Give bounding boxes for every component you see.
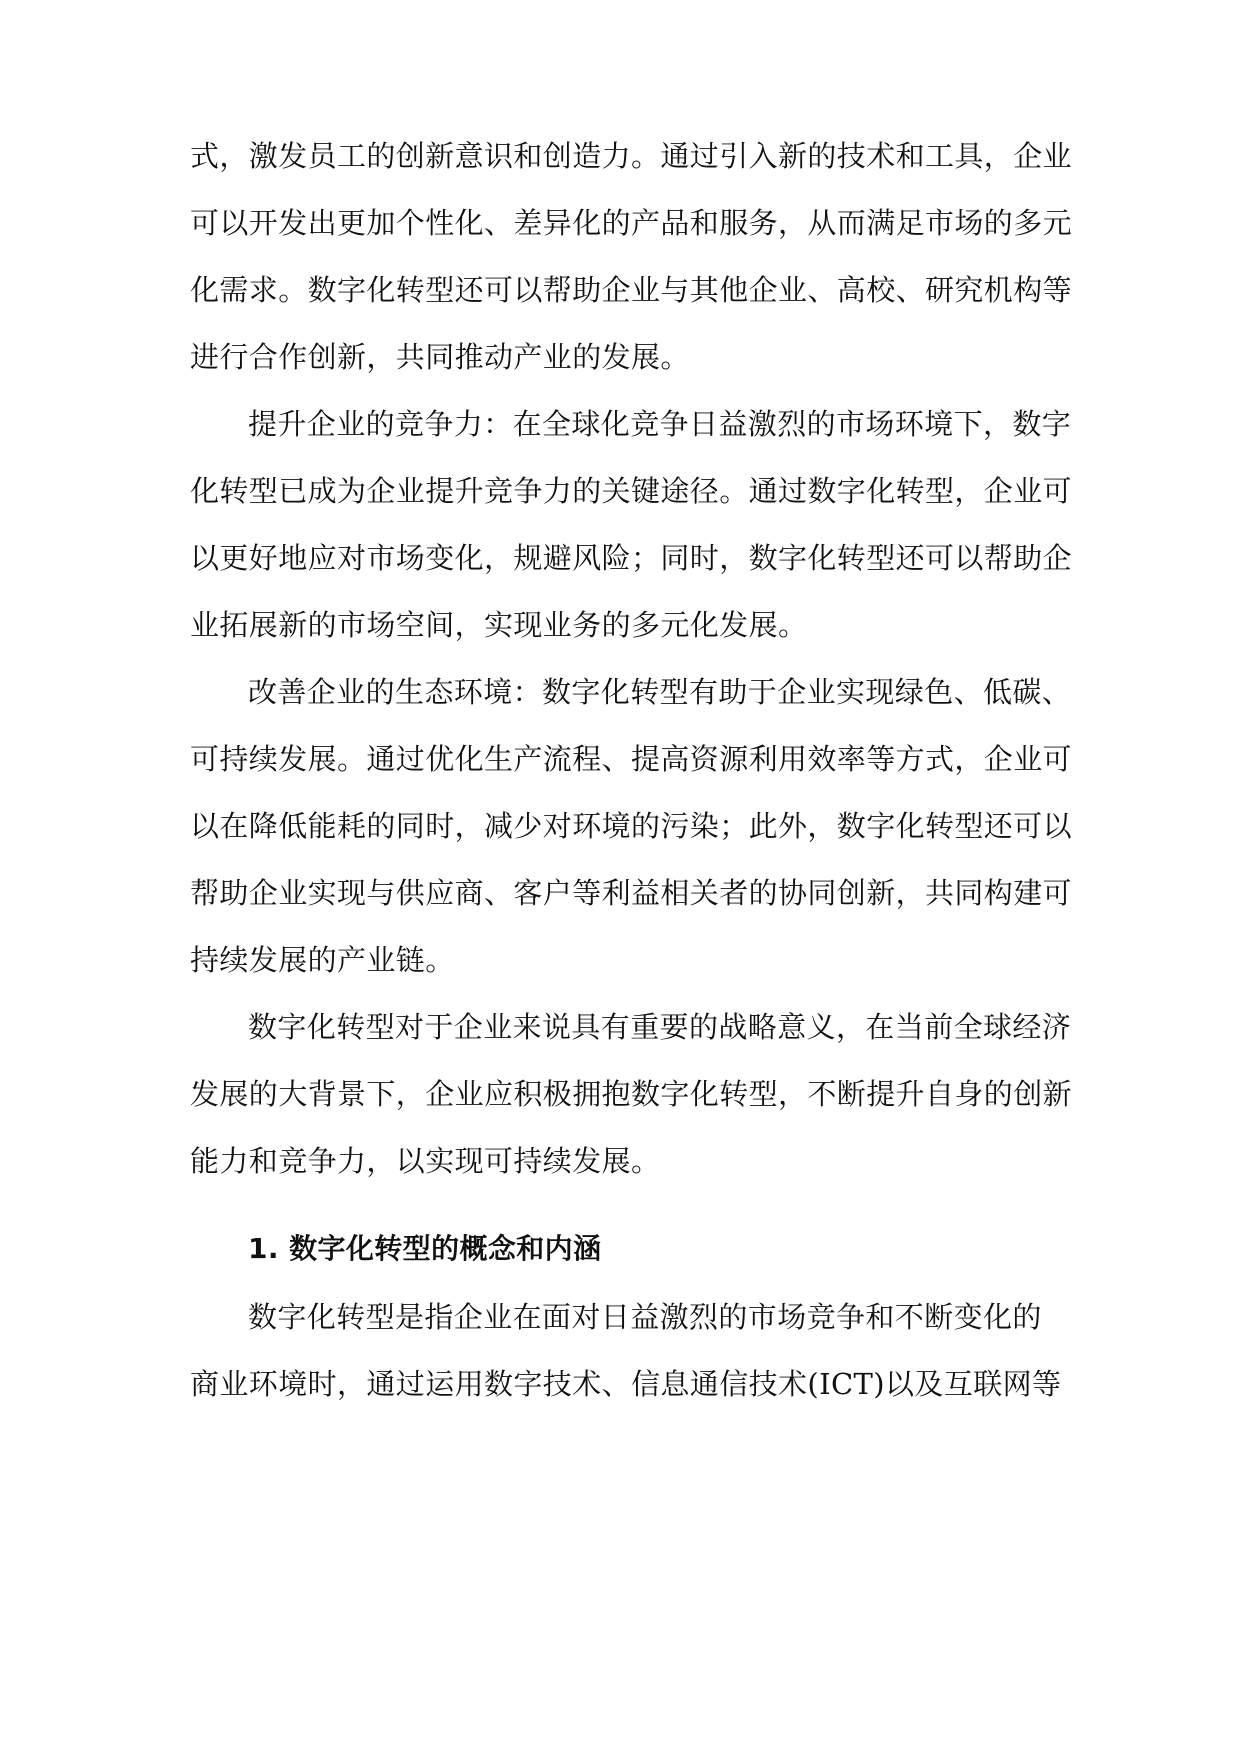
paragraph-2-line-2: 化转型已成为企业提升竞争力的关键途径。通过数字化转型，企业可 bbox=[190, 474, 1073, 508]
paragraph-4-line-1: 数字化转型对于企业来说具有重要的战略意义，在当前全球经济 bbox=[248, 1010, 1072, 1044]
paragraph-2-line-3: 以更好地应对市场变化，规避风险；同时，数字化转型还可以帮助企 bbox=[190, 541, 1073, 575]
paragraph-3-line-5: 持续发展的产业链。 bbox=[190, 943, 455, 977]
section-heading: 1. 数字化转型的概念和内涵 bbox=[248, 1232, 602, 1265]
paragraph-1-line-4: 进行合作创新，共同推动产业的发展。 bbox=[190, 340, 690, 374]
paragraph-1-line-1: 式，激发员工的创新意识和创造力。通过引入新的技术和工具，企业 bbox=[190, 139, 1073, 173]
paragraph-2-line-4: 业拓展新的市场空间，实现业务的多元化发展。 bbox=[190, 608, 808, 642]
paragraph-3-line-4: 帮助企业实现与供应商、客户等利益相关者的协同创新，共同构建可 bbox=[190, 876, 1073, 910]
paragraph-4-line-3: 能力和竞争力，以实现可持续发展。 bbox=[190, 1144, 661, 1178]
paragraph-1-line-2: 可以开发出更加个性化、差异化的产品和服务，从而满足市场的多元 bbox=[190, 206, 1073, 240]
paragraph-1-line-3: 化需求。数字化转型还可以帮助企业与其他企业、高校、研究机构等 bbox=[190, 273, 1073, 307]
paragraph-3-line-3: 以在降低能耗的同时，减少对环境的污染；此外，数字化转型还可以 bbox=[190, 809, 1073, 843]
paragraph-4-line-2: 发展的大背景下，企业应积极拥抱数字化转型，不断提升自身的创新 bbox=[190, 1077, 1073, 1111]
paragraph-2-line-1: 提升企业的竞争力：在全球化竞争日益激烈的市场环境下，数字 bbox=[248, 407, 1072, 441]
paragraph-5-line-2: 商业环境时，通过运用数字技术、信息通信技术(ICT)以及互联网等 bbox=[190, 1367, 1062, 1401]
paragraph-3-line-1: 改善企业的生态环境：数字化转型有助于企业实现绿色、低碳、 bbox=[248, 675, 1072, 709]
paragraph-3-line-2: 可持续发展。通过优化生产流程、提高资源利用效率等方式，企业可 bbox=[190, 742, 1073, 776]
paragraph-5-line-1: 数字化转型是指企业在面对日益激烈的市场竞争和不断变化的 bbox=[248, 1300, 1042, 1334]
